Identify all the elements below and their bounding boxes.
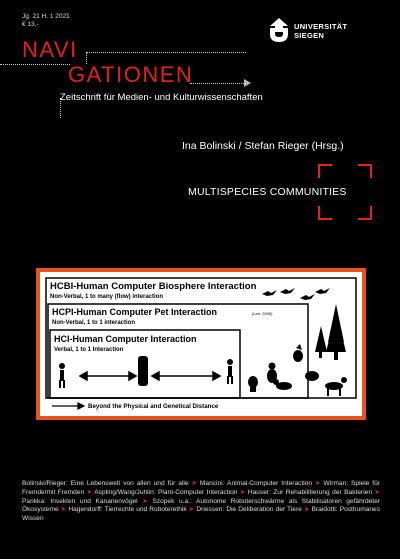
issue-volume: Jg. 21 H. 1 2021: [22, 13, 70, 20]
toc-item: Aspling/Wang/Juhlin: Plant-Computer Interaction: [94, 488, 238, 496]
arrow-right-icon: ➤: [86, 488, 93, 496]
tree-icon: [326, 304, 346, 360]
decorative-dotted-line: [86, 52, 246, 54]
hcpi-subtitle: Non-Verbal, 1 to 1 interaction: [52, 320, 136, 326]
arrow-right-icon: ➤: [60, 506, 67, 514]
toc-item: Driessen: Die Deliberation der Tiere: [196, 506, 302, 514]
table-of-contents: [22, 480, 380, 524]
hci-subtitle: Verbal, 1 to 1 Interaction: [54, 347, 124, 353]
issue-info: [22, 13, 70, 29]
dog-icon: [273, 379, 292, 390]
editors: Ina Bolinski / Stefan Rieger (Hrsg.): [182, 140, 344, 152]
plant-icon: [248, 376, 258, 392]
toc-item: Bolinski/Rieger: Eine Lebenswelt von allen und für alle: [22, 480, 189, 487]
tree-icon: [315, 326, 327, 358]
arrow-right-icon: ➤: [303, 506, 310, 514]
rooster-icon: [293, 344, 303, 362]
person-icon: [227, 359, 233, 384]
bracket-corner: [358, 206, 372, 220]
arrow-right-icon: ➤: [142, 497, 148, 505]
toc-item: Braidotti: Posthumanes Wissen: [22, 506, 380, 523]
publisher-name: [294, 23, 347, 40]
decorative-dotted-line: [0, 64, 70, 67]
arrow-right-icon: ➤: [188, 506, 195, 514]
cover-figure: [40, 272, 362, 416]
distance-label: Beyond the Physical and Genetical Distance: [88, 403, 219, 410]
arrow-right-icon: ➤: [239, 488, 246, 496]
toc-item: Hauser: Zur Rehabilitierung der Bakterien: [247, 488, 373, 496]
arrow-right-icon: ➤: [374, 488, 380, 496]
arrow-right-icon: [244, 79, 251, 87]
toc-item: Szopek u.a.: Autonome Roboterschwärme als Stabilisatoren gefährdeter Ökosysteme: [22, 497, 380, 514]
bracket-corner: [318, 164, 332, 178]
publisher-logo: [268, 18, 378, 44]
journal-title-part2: GATIONEN: [68, 62, 194, 87]
issue-price: € 13,-: [22, 21, 39, 28]
bracket-corner: [318, 206, 332, 220]
birds-icon: [262, 288, 330, 300]
mushroom-icon: [305, 371, 319, 381]
interaction-diagram: [40, 272, 362, 416]
hcpi-tag: (Lee, 2006): [252, 311, 273, 316]
toc-item: Parikka: Insekten und Kanarienvögel: [22, 497, 138, 505]
journal-title-part1: NAVI: [22, 37, 78, 62]
bidirectional-arrow-icon: [80, 372, 136, 380]
hcbi-title: HCBI-Human Computer Biosphere Interaction: [50, 281, 257, 292]
hci-title: HCI-Human Computer Interaction: [54, 334, 197, 344]
decorative-dotted-line: [190, 83, 244, 85]
publisher-line2: SIEGEN: [294, 30, 325, 40]
bracket-corner: [358, 164, 372, 178]
arrow-right-icon: ➤: [315, 480, 321, 487]
cover-figure-frame: [36, 268, 366, 420]
university-logo-icon: [268, 18, 290, 42]
arrow-right-icon: ➤: [191, 480, 197, 487]
deer-icon: [325, 377, 347, 396]
device-icon: [138, 356, 148, 386]
journal-subtitle: Zeitschrift für Medien- und Kulturwissenschaften: [60, 92, 263, 103]
toc-item: Wirman: Spiele für Fremde/mit Fremden: [22, 480, 380, 496]
toc-item: Hagendorff: Tierrechte und Roboterethik: [68, 506, 187, 514]
bidirectional-arrow-icon: [152, 372, 220, 380]
distance-arrow-icon: [52, 403, 84, 409]
hcbi-subtitle: Non-Verbal, 1 to many (flow) interaction: [50, 294, 164, 300]
person-icon: [59, 363, 65, 388]
publisher-line1: UNIVERSITÄT: [294, 22, 348, 31]
hcpi-title: HCPI-Human Computer Pet Interaction: [52, 307, 218, 317]
issue-title: MULTISPECIES COMMUNITIES: [188, 186, 347, 198]
toc-item: Mancini: Animal-Computer Interaction: [199, 480, 313, 487]
